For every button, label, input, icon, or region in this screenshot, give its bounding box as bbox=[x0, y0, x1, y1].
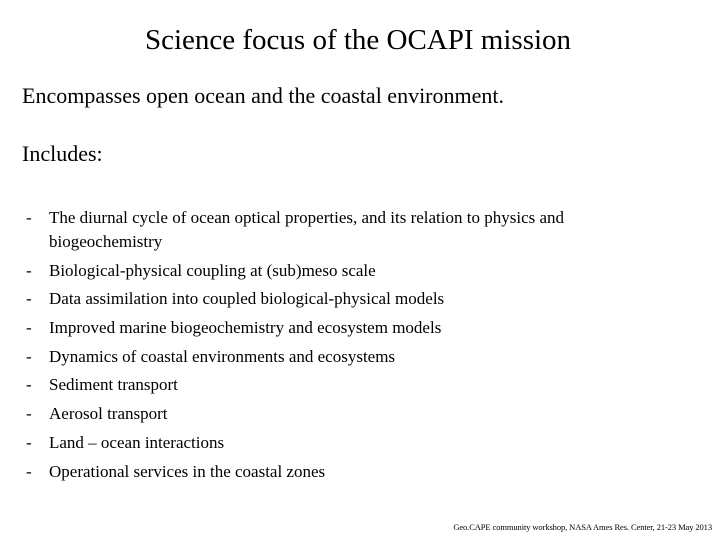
bullet-dash: - bbox=[26, 404, 32, 424]
slide-title: Science focus of the OCAPI mission bbox=[144, 24, 572, 56]
intro-text: Encompasses open ocean and the coastal environment. bbox=[22, 83, 505, 108]
bullet-item-data-assimilation bbox=[22, 287, 662, 311]
bullet-dash: - bbox=[26, 461, 32, 481]
bullet-dash: - bbox=[26, 432, 32, 452]
workshop-footer: Geo.CAPE community workshop, NASA Ames Res. Center, 21-23 May 2013 bbox=[453, 522, 712, 532]
bullet-text: The diurnal cycle of ocean optical properties, and its relation to physics and biogeochemistry bbox=[49, 208, 565, 251]
bullet-text: Aerosol transport bbox=[49, 404, 168, 424]
bullet-text: Operational services in the coastal zones bbox=[49, 461, 326, 481]
bullet-text: Land – ocean interactions bbox=[49, 432, 225, 452]
bullet-text: Biological-physical coupling at (sub)meso scale bbox=[49, 260, 376, 280]
bullet-dash: - bbox=[26, 208, 32, 227]
bullet-item-aerosol-transport bbox=[22, 402, 662, 426]
bullet-dash: - bbox=[26, 375, 32, 395]
bullet-text: Sediment transport bbox=[49, 375, 178, 395]
bullet-text: Improved marine biogeochemistry and ecosystem models bbox=[49, 318, 442, 338]
science-bullet-list bbox=[22, 206, 662, 488]
bullet-text: Dynamics of coastal environments and ecosystems bbox=[49, 346, 396, 366]
bullet-text: Data assimilation into coupled biological-physical models bbox=[49, 289, 445, 309]
bullet-item-operational-services bbox=[22, 460, 662, 484]
bullet-dash: - bbox=[26, 260, 32, 280]
bullet-dash: - bbox=[26, 346, 32, 366]
includes-label: Includes: bbox=[22, 141, 103, 166]
bullet-item-diurnal-cycle bbox=[22, 206, 662, 254]
bullet-item-sediment-transport bbox=[22, 373, 662, 397]
bullet-item-marine-biogeochemistry bbox=[22, 316, 662, 340]
bullet-item-biological-physical-coupling bbox=[22, 259, 662, 283]
bullet-item-coastal-dynamics bbox=[22, 345, 662, 369]
bullet-dash: - bbox=[26, 318, 32, 338]
bullet-dash: - bbox=[26, 289, 32, 309]
bullet-item-land-ocean-interactions bbox=[22, 431, 662, 455]
